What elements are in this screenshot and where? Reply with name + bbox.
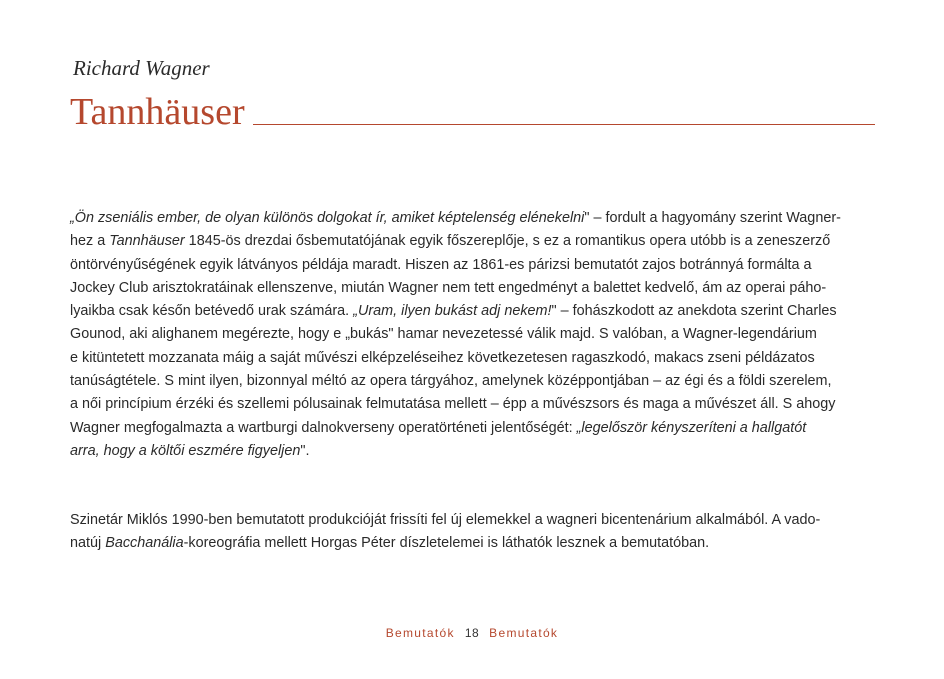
text-line: e kitüntetett mozzanata máig a saját művészi elképzeléseihez következetesen ragaszkodó, makacs zseni példázatos [70, 349, 815, 366]
text-span: " – fordult a hagyomány szerint Wagner- [584, 210, 841, 226]
title-rule [253, 124, 875, 125]
quote-text: „Ön zseniális ember, de olyan különös dolgokat ír, amiket képtelenség elénekelni [70, 210, 585, 226]
text-line [70, 230, 880, 253]
quote-text: „legelőször kényszeríteni a hallgatót [576, 419, 807, 436]
composer-name: Richard Wagner [73, 56, 210, 80]
paragraph-2 [70, 509, 880, 556]
text-line [70, 300, 880, 323]
paragraph-1 [70, 207, 880, 463]
text-line [70, 417, 880, 440]
text-line [70, 440, 880, 463]
text-span: natúj [70, 535, 106, 552]
title-row [70, 88, 875, 132]
text-span: lyaikba csak későn betévedő urak számára. [70, 303, 354, 320]
quote-text: arra, hogy a költői eszmére figyeljen [70, 442, 301, 459]
text-line: öntörvényűségének egyik látványos példája maradt. Hiszen az 1861-es párizsi bemutatót zajos botránnyá formálta a [70, 256, 812, 273]
text-span: " – fohászkodott az anekdota szerint Charles [551, 303, 837, 320]
page-footer [0, 626, 944, 640]
footer-section-left: Bemutatók [385, 626, 455, 640]
page-number: 18 [464, 626, 480, 640]
text-line [70, 207, 880, 230]
quote-text: „Uram, ilyen bukást adj nekem! [353, 303, 552, 320]
text-span: hez a [70, 233, 110, 250]
text-line: Szinetár Miklós 1990-ben bemutatott produkcióját frissíti fel új elemekkel a wagneri bicentenárium alkalmából. A vado- [70, 512, 821, 528]
text-span: ". [300, 442, 310, 459]
text-span: -koreográfia mellett Horgas Péter díszletelemei is láthatók lesznek a bemutatóban. [183, 535, 710, 552]
text-line: Jockey Club arisztokratáinak ellenszenve, miután Wagner nem tett engedményt a balettet kedvelő, ám az operai páho- [70, 279, 827, 296]
text-line [70, 532, 880, 555]
page-title: Tannhäuser [70, 91, 245, 133]
footer-section-right: Bemutatók [489, 626, 559, 640]
work-title: Tannhäuser [109, 233, 185, 250]
text-line: a női princípium érzéki és szellemi pólusainak felmutatása mellett – épp a művészsors és maga a művészet áll. S ahogy [70, 396, 836, 413]
text-span: 1845-ös drezdai ősbemutatójának egyik főszereplője, s ez a romantikus opera utóbb is a zeneszerző [184, 233, 831, 250]
text-line: tanúságtétele. S mint ilyen, bizonnyal méltó az opera tárgyához, amelynek középpontjában – az égi és a földi szerelem, [70, 373, 832, 390]
work-title: Bacchanália [105, 535, 184, 552]
text-span: Wagner megfogalmazta a wartburgi dalnokverseny operatörténeti jelentőségét: [70, 419, 577, 436]
text-line: Gounod, aki alighanem megérezte, hogy e „bukás" hamar nevezetessé válik majd. S valóban, a Wagner-legendárium [70, 326, 817, 343]
